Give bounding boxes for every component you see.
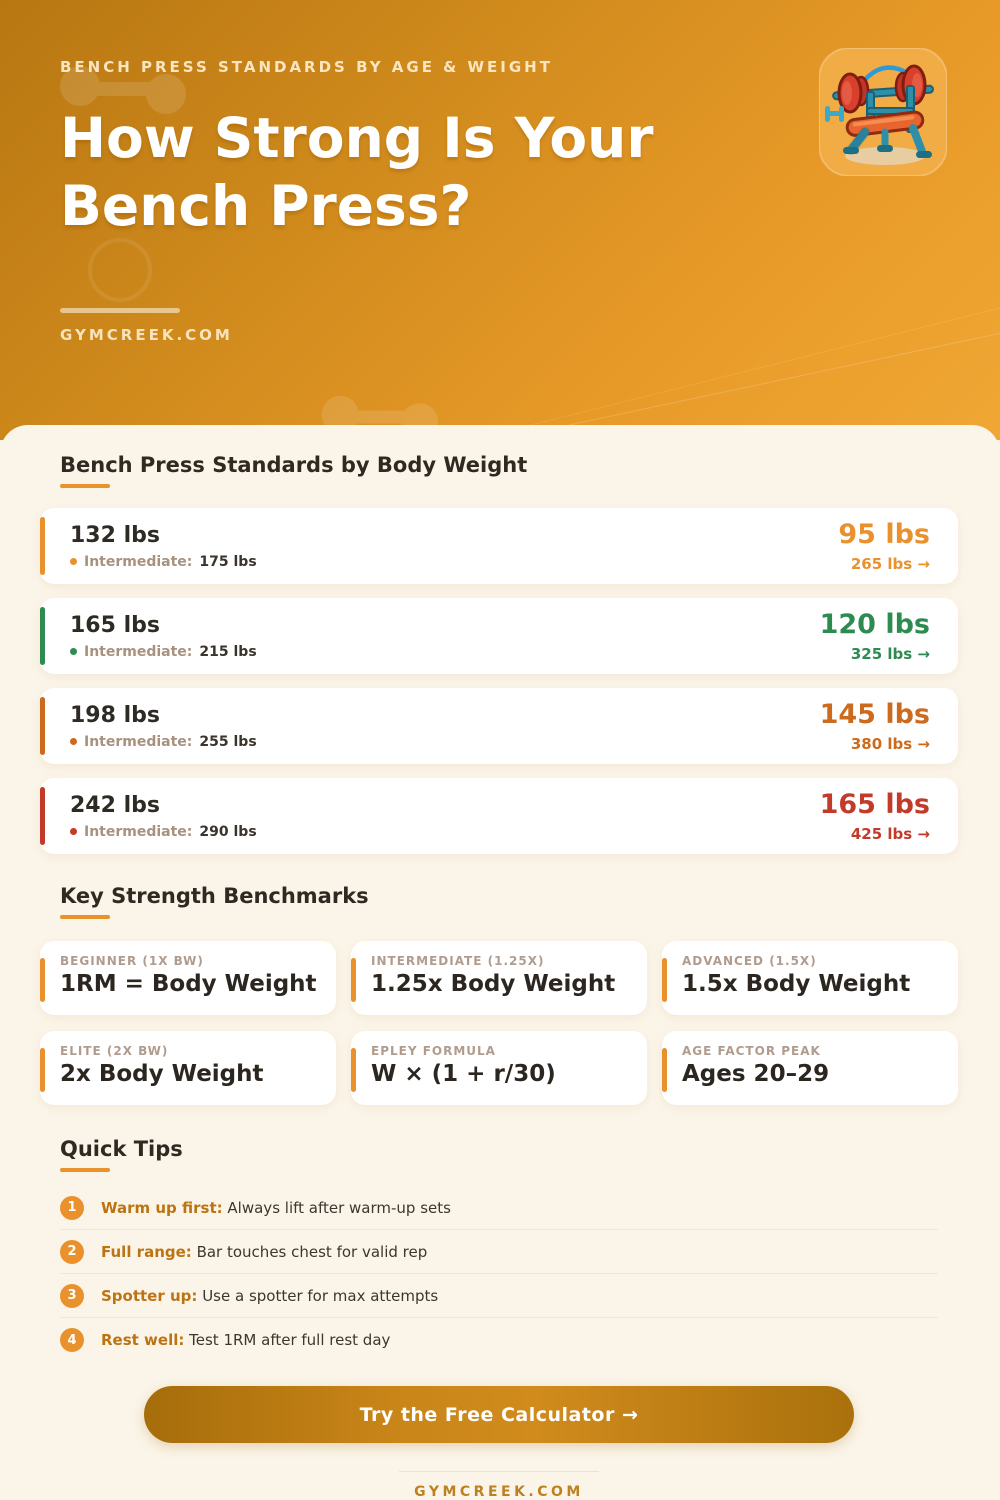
- tip-number-badge: 1: [60, 1196, 84, 1220]
- level-dot-icon: [70, 828, 77, 835]
- tip-text: [101, 1199, 451, 1217]
- tip-label: Rest well:: [101, 1331, 185, 1349]
- standards-row-right: [820, 699, 930, 753]
- standards-heading: Bench Press Standards by Body Weight: [60, 453, 528, 477]
- bodyweight-label: 132 lbs: [70, 522, 160, 548]
- level-value: 215 lbs: [199, 643, 257, 660]
- benchmark-value: 1.5x Body Weight: [682, 971, 911, 997]
- tip-text: [101, 1287, 438, 1305]
- standards-row-132: [40, 508, 958, 584]
- tip-description: Use a spotter for max attempts: [202, 1286, 439, 1305]
- benchmark-card-intermediate: [351, 941, 647, 1015]
- level-label: Intermediate:: [84, 553, 193, 570]
- benchmarks-heading: Key Strength Benchmarks: [60, 884, 369, 908]
- level-label: Intermediate:: [84, 823, 193, 840]
- tip-label: Spotter up:: [101, 1286, 198, 1305]
- eyebrow-text: BENCH PRESS STANDARDS BY AGE & WEIGHT: [60, 58, 553, 76]
- benchmark-value: 1.25x Body Weight: [371, 971, 616, 997]
- bodyweight-label: 242 lbs: [70, 792, 160, 818]
- advanced-value: 265 lbs →: [850, 555, 930, 573]
- tip-row-3: [60, 1274, 938, 1318]
- level-dot-icon: [70, 558, 77, 565]
- standards-row-165: [40, 598, 958, 674]
- benchmark-card-epley: [351, 1031, 647, 1105]
- benchmarks-grid: [40, 941, 958, 1105]
- tip-number-badge: 3: [60, 1284, 84, 1308]
- advanced-value: 380 lbs →: [850, 735, 930, 753]
- tips-list: [60, 1186, 938, 1362]
- advanced-value: 325 lbs →: [850, 645, 930, 663]
- footer-divider: [399, 1471, 599, 1472]
- benchmark-label: BEGINNER (1X BW): [60, 954, 204, 968]
- standards-row-right: [820, 609, 930, 663]
- standards-row-left: [70, 703, 257, 750]
- tip-text: [101, 1331, 390, 1349]
- heading-underline: [60, 484, 110, 488]
- benchmark-label: AGE FACTOR PEAK: [682, 1044, 821, 1058]
- standards-row-right: [838, 519, 930, 573]
- page-title: [60, 104, 653, 240]
- level-value: 290 lbs: [199, 823, 257, 840]
- level-value: 175 lbs: [199, 553, 257, 570]
- level-label: Intermediate:: [84, 643, 193, 660]
- advanced-value: 425 lbs →: [850, 825, 930, 843]
- heading-underline: [60, 1168, 110, 1172]
- beginner-value: 145 lbs: [819, 699, 930, 730]
- standards-row-242: [40, 778, 958, 854]
- level-label: Intermediate:: [84, 733, 193, 750]
- level-dot-icon: [70, 648, 77, 655]
- tip-description: Bar touches chest for valid rep: [196, 1242, 428, 1261]
- tip-row-2: [60, 1230, 938, 1274]
- benchmark-card-beginner: [40, 941, 336, 1015]
- tip-text: [101, 1243, 427, 1261]
- benchmark-card-age-peak: [662, 1031, 958, 1105]
- level-value: 255 lbs: [199, 733, 257, 750]
- page-title-line2: Bench Press?: [60, 174, 472, 238]
- tip-row-1: [60, 1186, 938, 1230]
- beginner-value: 95 lbs: [838, 519, 930, 550]
- hero-header: [0, 0, 1000, 440]
- hero-site-url: GYMCREEK.COM: [60, 326, 233, 344]
- tip-description: Test 1RM after full rest day: [189, 1331, 391, 1349]
- level-dot-icon: [70, 738, 77, 745]
- benchmark-label: INTERMEDIATE (1.25X): [371, 954, 545, 968]
- ring-decor-icon: [85, 235, 155, 305]
- standards-row-left: [70, 523, 257, 570]
- bodyweight-label: 198 lbs: [70, 702, 160, 728]
- free-calculator-button[interactable]: Try the Free Calculator →: [144, 1386, 854, 1443]
- tip-number-badge: 4: [60, 1328, 84, 1352]
- standards-row-right: [820, 789, 930, 843]
- standards-row-198: [40, 688, 958, 764]
- benchmark-label: ADVANCED (1.5X): [682, 954, 817, 968]
- heading-underline: [60, 915, 110, 919]
- beginner-value: 165 lbs: [819, 789, 930, 820]
- page-title-line1: How Strong Is Your: [60, 106, 654, 170]
- tips-heading: Quick Tips: [60, 1137, 183, 1161]
- benchmark-value: 1RM = Body Weight: [60, 971, 317, 997]
- tip-label: Full range:: [101, 1242, 192, 1261]
- bodyweight-label: 165 lbs: [70, 612, 160, 638]
- footer-site-url: GYMCREEK.COM: [414, 1484, 584, 1500]
- benchmark-value: Ages 20–29: [682, 1061, 830, 1087]
- benchmark-card-elite: [40, 1031, 336, 1105]
- benchmark-value: W × (1 + r/30): [371, 1061, 556, 1087]
- bench-press-app-icon: [819, 48, 947, 176]
- hero-divider: [60, 308, 180, 313]
- benchmark-value: 2x Body Weight: [60, 1061, 264, 1087]
- benchmark-card-advanced: [662, 941, 958, 1015]
- content-panel: [0, 425, 1000, 1500]
- tip-label: Warm up first:: [101, 1198, 223, 1217]
- tip-number-badge: 2: [60, 1240, 84, 1264]
- standards-row-left: [70, 793, 257, 840]
- beginner-value: 120 lbs: [819, 609, 930, 640]
- benchmark-label: EPLEY FORMULA: [371, 1044, 496, 1058]
- standards-row-left: [70, 613, 257, 660]
- tip-row-4: [60, 1318, 938, 1362]
- standards-list: [40, 508, 958, 854]
- tip-description: Always lift after warm-up sets: [227, 1198, 451, 1217]
- benchmark-label: ELITE (2X BW): [60, 1044, 169, 1058]
